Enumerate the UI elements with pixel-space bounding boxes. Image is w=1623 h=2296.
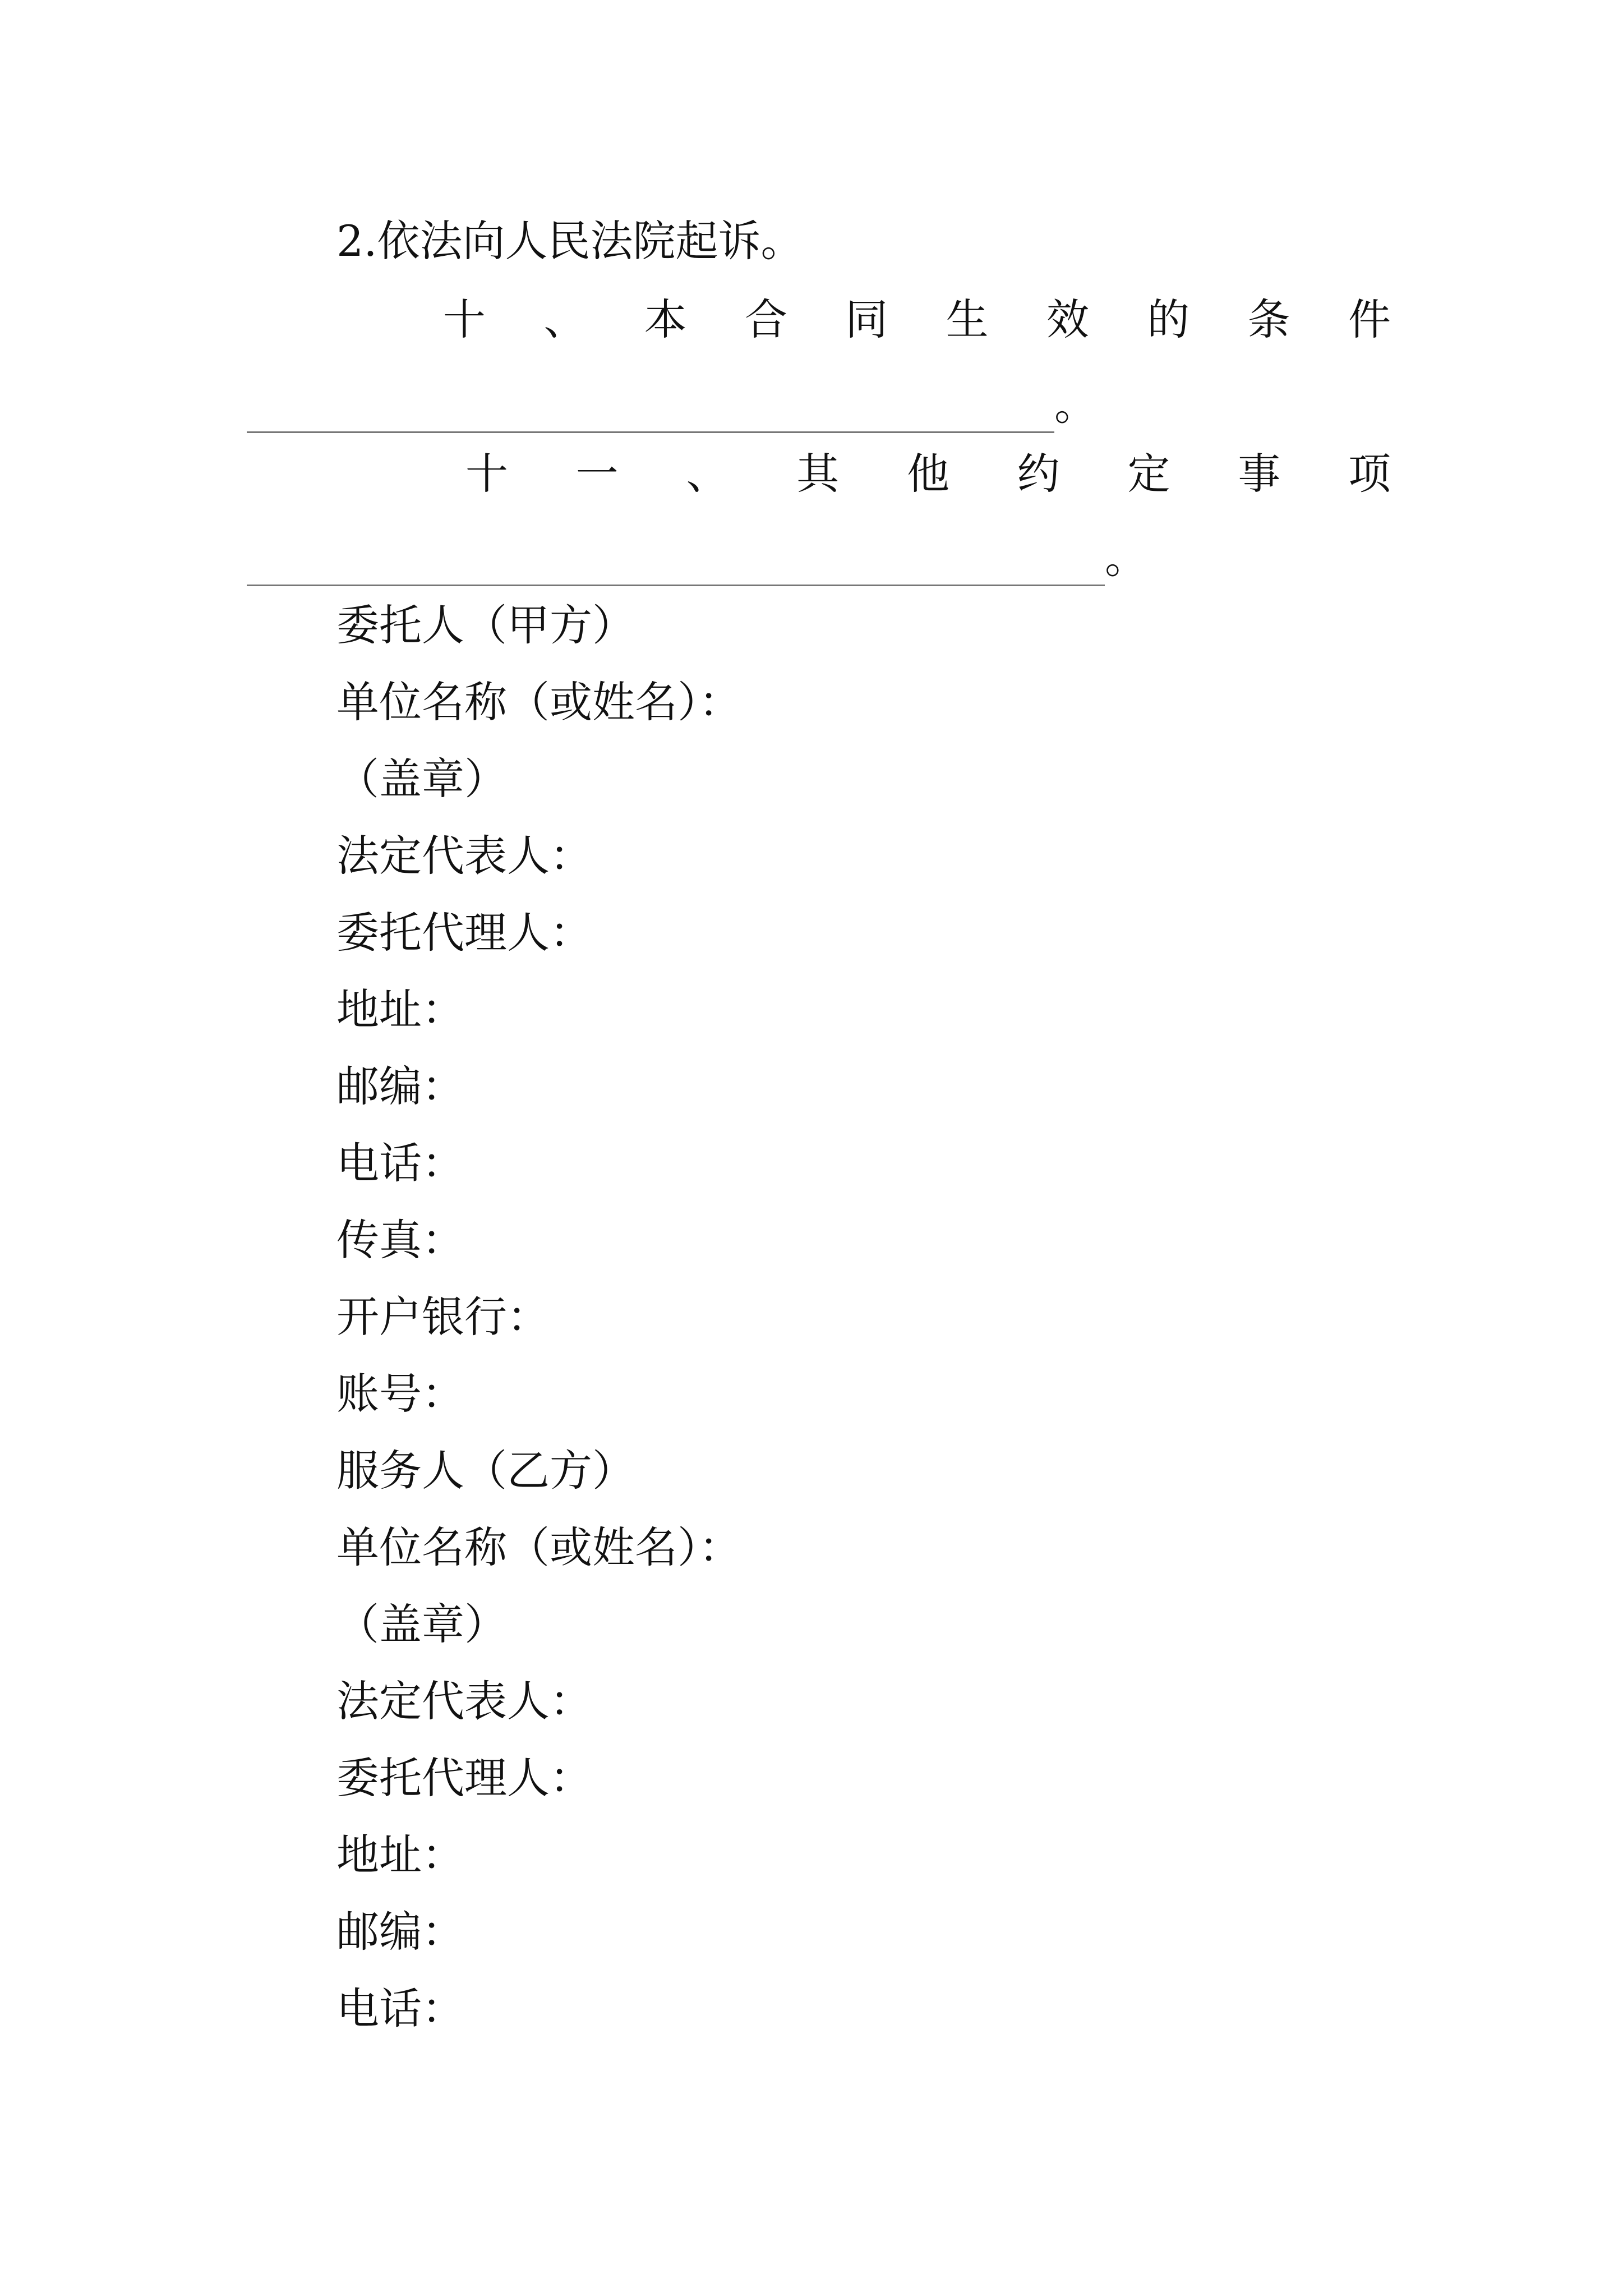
clause-10-char: 、 [543,295,587,344]
clause-11-char: 、 [686,449,729,499]
clause-10-char: 件 [1348,295,1391,344]
party-b-phone-label: 电话： [336,1984,464,2033]
clause-11-char: 事 [1238,449,1281,499]
clause-10-char: 同 [845,295,888,344]
clause-11-char: 约 [1017,449,1060,499]
party-a-name-label: 单位名称（或姓名）： [336,677,741,727]
clause-11-char: 十 [465,449,508,499]
party-a-phone-label: 电话： [336,1138,464,1188]
party-a-legal-rep-label: 法定代表人： [336,831,592,881]
clause-10-fill-line [247,398,1054,433]
clause-11-char: 他 [907,449,949,499]
party-a-agent-label: 委托代理人： [336,908,592,958]
clause-10-char: 效 [1046,295,1089,344]
lawsuit-item-2: 2.依法向人民法院起诉。 [336,216,804,266]
clause-10-char: 合 [744,295,787,344]
party-b-postcode-label: 邮编： [336,1907,464,1957]
clause-11-fill-line [247,551,1105,586]
party-a-heading: 委托人（甲方） [336,600,635,650]
party-a-seal-label: （盖章） [336,754,507,804]
clause-11-char: 其 [796,449,840,499]
clause-11-heading [465,446,1391,502]
clause-11-char: 一 [575,449,619,499]
clause-11-char: 定 [1127,449,1170,499]
party-b-legal-rep-label: 法定代表人： [336,1676,592,1726]
party-b-name-label: 单位名称（或姓名）： [336,1522,741,1572]
clause-10-char: 生 [946,295,989,344]
party-b-heading: 服务人（乙方） [336,1446,635,1496]
party-b-agent-label: 委托代理人： [336,1753,592,1803]
clause-10-char: 本 [644,295,687,344]
clause-11-end-mark: 。 [1105,533,1147,583]
party-b-seal-label: （盖章） [336,1599,507,1649]
party-b-address-label: 地址： [336,1830,464,1880]
party-a-address-label: 地址： [336,984,464,1034]
clause-10-blank-row [247,377,1097,433]
clause-11-blank-row [247,530,1147,586]
clause-10-heading [443,292,1391,348]
party-a-bank-label: 开户银行： [336,1292,550,1342]
party-a-account-label: 账号： [336,1369,464,1419]
party-a-postcode-label: 邮编： [336,1061,464,1111]
clause-10-end-mark: 。 [1054,380,1097,430]
clause-10-char: 的 [1147,295,1190,344]
clause-10-char: 条 [1247,295,1290,344]
clause-11-char: 项 [1348,449,1391,499]
party-a-fax-label: 传真： [336,1215,464,1265]
clause-10-char: 十 [443,295,486,344]
